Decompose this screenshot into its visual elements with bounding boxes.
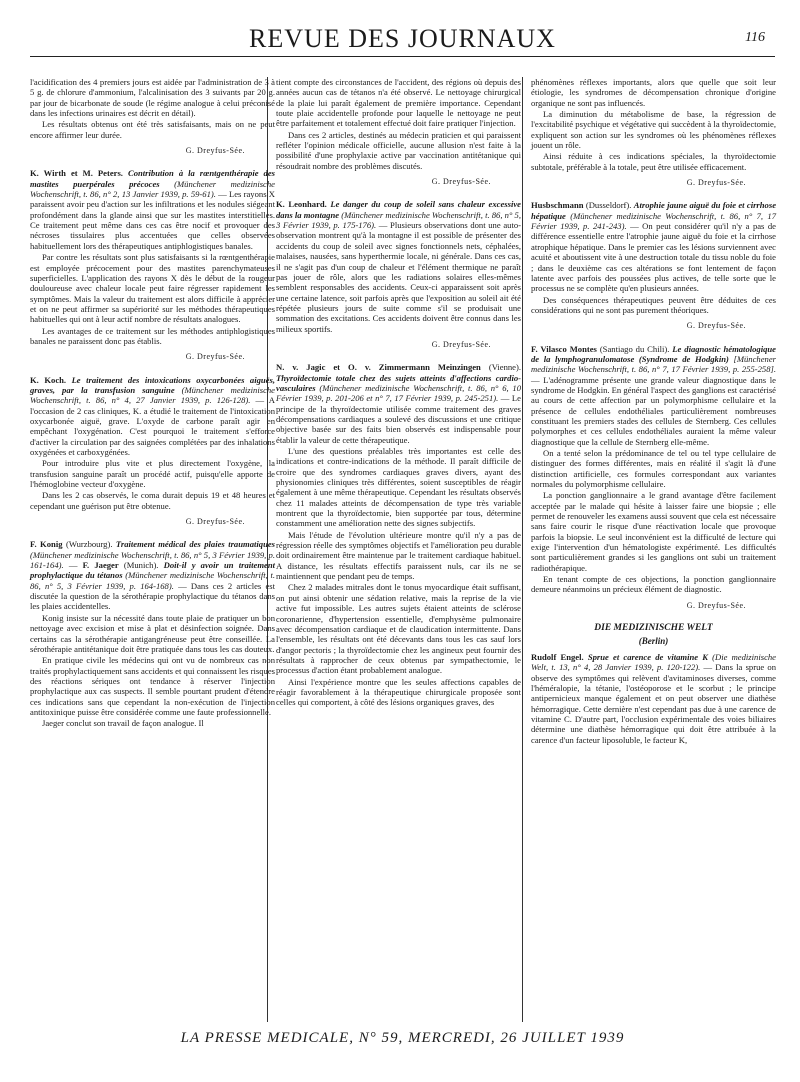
paragraph: Dans les 2 cas observés, le coma durait depuis 19 et 48 heures et cependant une guérison put être obtenue. xyxy=(30,490,275,511)
signature: G. Dreyfus-Sée. xyxy=(185,352,245,362)
article-title: Le diagnostic hématologique de la lymphogranulomatose (Syndrome de Hodgkin) xyxy=(531,343,776,364)
article-location: (Wurzbourg). xyxy=(62,539,116,550)
paragraph: En tenant compte de ces objections, la ponction ganglionnaire demeure néanmoins un précieux élément de diagnostic. xyxy=(531,574,776,595)
article-husbschmann xyxy=(531,200,776,293)
article-source: (Münchener medizinische Wochenschrift, t. 86, n° 5, 3 Février 1939, p. 161-164). xyxy=(30,549,275,571)
signature: G. Dreyfus-Sée. xyxy=(185,517,245,527)
column-3 xyxy=(531,77,776,746)
article-rudolf-engel xyxy=(531,652,776,745)
article-text: — On peut considérer qu'il n'y a pas de différence essentielle entre l'atrophie jaune aiguë du foie et la cirrhose atrophique hépatique. Dans le premier cas les lésions surviennent avec acuité et aboutissent vite à une destruction totale du tissu noble du foie ; dans le deuxième cas ces altérations se font lentement de façon latente avec parfois des poussées plus actives, de telle sorte que le processus ne se complète qu'en plusieurs années. xyxy=(531,221,776,294)
article-authors: K. Leonhard. xyxy=(276,199,327,210)
signature: G. Dreyfus-Sée. xyxy=(686,321,746,331)
paragraph: Les résultats obtenus ont été très satisfaisants, mais on ne peut encore affirmer leur durée. xyxy=(30,119,275,140)
article-authors: F. Konig xyxy=(30,539,63,550)
signature: G. Dreyfus-Sée. xyxy=(686,178,746,188)
paragraph: Pour introduire plus vite et plus directement l'oxygène, la transfusion sanguine paraît un procédé actif, puisqu'elle apporte de l'hémoglobine vecteur d'oxygène. xyxy=(30,458,275,490)
article-text: — Plusieurs observations dont une auto-observation montrent qu'à la montagne il est possible de présenter des accidents du coup de soleil avec signes fonctionnels nets, céphalées, malaises, nausées, sans hyperthermie locale, ni générale. Dans ces cas, il ne s'agit pas d'un coup de chaleur et l'élément thermique ne paraît pas jouer de rôle, alors que les radiations solaires elles-mêmes semblent responsables des accidents. Ceux-ci apparaissent soit après une certaine latence, soit parfois après que l'exposition au soleil ait été répétée plusieurs jours de suite comme s'il se produisait une sommation des excitations. Ces accidents doivent être connus dans les milieux sportifs. xyxy=(276,220,521,334)
separator: — xyxy=(63,560,83,571)
article-konig-jaeger xyxy=(30,539,275,611)
article-title: Sprue et carence de vitamine K xyxy=(587,651,708,662)
article-source: (Münchener medizinische Wochenschrift, t. 86, n° 5, 3 Février 1939, p. 175-176). xyxy=(276,209,521,231)
signature: G. Dreyfus-Sée. xyxy=(431,339,491,349)
article-title: Contribution à la rœntgenthérapie des mastites puerpérales précoces xyxy=(30,168,275,189)
article-title: Doit-il y avoir un traitement prophylactique du tétanos xyxy=(30,560,275,581)
paragraph: Dans ces 2 articles, destinés au médecin praticien et qui paraissent refléter l'opinion médicale officielle, aucune allusion n'est faite à la possibilité d'une prophylaxie active par vaccination antitétanique qui résoudrait nombre des problèmes discutés. xyxy=(276,129,521,171)
journal-title: REVUE DES JOURNAUX xyxy=(249,24,556,53)
article-title: Traitement médical des plaies traumatiques xyxy=(115,539,276,550)
article-location: (Dusseldorf). xyxy=(583,200,634,211)
paragraph: tient compte des circonstances de l'accident, des régions où depuis des années aucun cas de tétanos n'a été observé. Le nettoyage chirurgical de la plaie lui paraît également de première importance. Cependant toute plaie accidentelle profonde pour laquelle le nettoyage ne peut être parfaitement et totalement effectué doit faire pratiquer l'injection. xyxy=(276,77,521,129)
article-authors: K. Wirth et M. Peters. xyxy=(30,168,123,179)
article-k-leonhard xyxy=(276,199,521,333)
article-source: (Die medizinische Welt, t. 13, n° 4, 28 Janvier 1939, p. 120-122). xyxy=(531,651,776,673)
article-source: (Münchener medizinische Wochenschrift, t. 86, n° 4, 27 Janvier 1939, p. 126-128). xyxy=(30,384,275,406)
article-text: — A l'occasion de 2 cas cliniques, K. a étudié le traitement de l'intoxication oxycarbonée aiguë, grave. L'oxyde de carbone paraît agir en empêchant l'oxygénation. C'est pourquoi le traitement s'efforce d'activer la circulation par des saignées complétées par des inhalations oxygénées et carboxygénées. xyxy=(30,395,276,457)
article-authors: Husbschmann xyxy=(531,200,584,211)
paragraph: Ainsi réduite à ces indications spéciales, la thyroïdectomie subtotale, préférable à la totale, peut être utilisée efficacement. xyxy=(531,151,776,172)
article-authors: Rudolf Engel. xyxy=(531,651,584,662)
article-text: — Dans ces 2 articles est discutée la question de la sérothérapie prophylactique du tétanos dans les plaies accidentelles. xyxy=(30,580,275,612)
column-1 xyxy=(30,77,275,730)
section-title: DIE MEDIZINISCHE WELT xyxy=(594,623,713,634)
paragraph: La diminution du métabolisme de base, la régression de l'excitabilité psychique et végétative qui succèdent à la thyroïdectomie, expliquent son action sur les syndromes où les phénomènes réflexes jouent un rôle. xyxy=(531,109,776,151)
paragraph: l'acidification des 4 premiers jours est aidée par l'administration de 3 à 5 g. de chlorure d'ammonium, l'alcalinisation des 3 suivants par 20 g. par jour de bicarbonate de soude (le régime analogue à celui préconisé dans les infections urinaires est décrit en détail). xyxy=(30,77,275,119)
article-authors: F. Vilasco Montes xyxy=(531,343,597,354)
article-k-wirth xyxy=(30,168,275,251)
paragraph: La ponction ganglionnaire a le grand avantage d'être facilement acceptée par le malade qui hésite à laisser faire une biopsie ; elle permet de renouveler les examens aussi souvent que cela est nécessaire sans faire courir le risque d'une réactivation locale que provoque parfois la biopsie. Le seul inconvénient est la difficulté de lecture qui exige l'intervention d'un hématologiste expérimenté. Les difficultés sont particulièrement grandes si les ganglions ont subi un traitement radiothérapique. xyxy=(531,490,776,573)
article-text: — L'adénogramme présente une grande valeur diagnostique dans le syndrome de Hodgkin. En général l'aspect des ganglions est caractérisé au cours de cette affection par un polymorphisme cellulaire et la présence de cellules endothéliales particulièrement nombreuses constituant les premiers stades des cellules de Sternberg. Ces cellules polymorphes et ces cellules endothéliales auraient la même valeur diagnostique que la cellule de Sternberg elle-même. xyxy=(531,374,776,447)
paragraph: phénomènes réflexes importants, alors que quelle que soit leur étiologie, les syndromes de décompensation chronique d'origine organique ne sont pas influencés. xyxy=(531,77,776,108)
article-source: (Münchener medizinische Wochenschrift, t. 86, n° 5, 3 Février 1939, p. 164-168). xyxy=(30,570,275,591)
signature: G. Dreyfus-Sée. xyxy=(686,600,746,610)
article-text: — Le principe de la thyroïdectomie utilisée comme traitement des graves décompensations cardiaques a soulevé des discussions et une critique objective basée sur des faits bien observés est indispensable pour établir la valeur de cette thérapeutique. xyxy=(276,393,521,445)
paragraph: Chez 2 malades mitrales dont le tonus myocardique était suffisant, on put ainsi obtenir une sédation relative, mais la reprise de la vie active fut impossible. Les autres sujets étaient atteints de sclérose coronarienne, d'hypertension essentielle, d'emphysème pulmonaire avec décompensation cardiaque et de claudication intermittente. Dans l'ensemble, les résultats ont été décevants dans tous les cas sauf lors d'angor pectoris ; la thyroïdectomie chez les angineux peut fournir des résultats à rapprocher de ceux obtenus par sympathectomie, le processus d'action étant probablement analogue. xyxy=(276,582,521,676)
paragraph: Des conséquences thérapeutiques peuvent être déduites de ces considérations qui ne sont pas purement théoriques. xyxy=(531,294,776,315)
article-location: (Santiago du Chili). xyxy=(596,343,673,354)
article-source: (Münchener medizinische Wochenschrift, t. 86, n° 6, 10 Février 1939, p. 201-206 et n° 7, 17 Février 1939, p. 245-251). xyxy=(276,382,521,404)
article-source: (Münchener medizinische Wochenschrift, t. 86, n° 2, 13 Janvier 1939, p. 59-61). xyxy=(30,178,275,200)
article-authors: K. Koch. xyxy=(30,374,67,385)
paragraph: Mais l'étude de l'évolution ultérieure montre qu'il n'y a pas de régression réelle des symptômes objectifs et l'amélioration peu durable doit ordinairement être maintenue par le traitement cardiaque habituel. A distance, les résultats effectifs paraissent nuls, car ils ne se maintiennent que pendant peu de temps. xyxy=(276,529,521,582)
section-subtitle: (Berlin) xyxy=(638,635,669,646)
column-2 xyxy=(276,77,521,709)
paragraph: En pratique civile les médecins qui ont vu de nombreux cas non traités prophylactiquement sans accidents et qui connaissent les risques des réactions sériques ont tendance à réserver l'injection prophylactique aux cas suspects. Il semble pourtant prudent d'étendre ces indications sans que cependant la non-exécution de l'injection antitoxinique puisse être considérée comme une faute professionnelle. xyxy=(30,655,275,717)
paragraph: On a tenté selon la prédominance de tel ou tel type cellulaire de distinguer des formes différentes, mais en réalité il s'agit là d'une distinction artificielle, ces formules correspondant aux variantes normales du polymorphisme cellulaire. xyxy=(531,448,776,490)
page-number: 116 xyxy=(745,30,765,45)
paragraph: Konig insiste sur la nécessité dans toute plaie de pratiquer un bon nettoyage avec excision et mise à plat et désinfection soignée. Dans certains cas la sérothérapie antigangréneuse peut être conseillée. La sérothérapie antitétanique doit être pratiquée dans tous les cas douteux. xyxy=(30,612,275,654)
paragraph: Jaeger conclut son travail de façon analogue. Il xyxy=(42,718,204,729)
article-vilasco-montes xyxy=(531,344,776,447)
article-title: Le danger du coup de soleil sans chaleur excessive dans la montagne xyxy=(276,199,521,220)
article-title: Le traitement des intoxications oxycarbonées aiguës, graves, par la transfusion sanguine xyxy=(30,374,275,395)
article-source: [Münchener medizinische Wochenschrift, t. 86, n° 7, 17 Février 1939, p. 255-258]. xyxy=(531,353,776,375)
page-footer: LA PRESSE MEDICALE, N° 59, MERCREDI, 26 JUILLET 1939 xyxy=(180,1030,625,1046)
article-text: — Les rayons X paraissent avoir peu d'action sur les infiltrations et les nodules siégeant profondément dans la glande ainsi que sur les mastites interstitielles. Ce traitement peut même dans ces cas être nocif et provoquer des nécroses tissulaires plus accentuées que celles observées habituellement lors des thérapeutiques antiphlogistiques banales. xyxy=(30,189,275,251)
article-jagic xyxy=(276,362,521,445)
article-location: (Vienne). xyxy=(480,362,521,373)
column-divider xyxy=(522,77,523,1022)
article-text: — Dans la sprue on observe des symptômes qui relèvent d'avitaminoses diverses, comme l'héméralopie, la tétanie, l'ostéoporose et le scorbut ; le principe antipernicieux manque également et on peut observer une diathèse hémorragique. Cette dernière n'est cependant pas due à une carence de vitamine C. D'autre part, l'occlusion expérimentale des voies biliaires détermine une diathèse hémorragique qui doit être attribuée à la carence d'un facteur liposoluble, le facteur K, xyxy=(531,662,776,745)
paragraph: Par contre les résultats sont plus satisfaisants si la rœntgenthérapie est employée précocement pour des mastites parenchymateuses superficielles. L'application des rayons X dès le début de la rougeur douloureuse avec chaleur locale peut faire régresser rapidement les symptômes. Mais la valeur du traitement est alors difficile à apprécier et on ne peut affirmer sa supériorité sur les méthodes thérapeutiques habituelles qui ont à leur actif nombre de résultats analogues. xyxy=(30,252,275,325)
article-source: (Münchener medizinische Wochenschrift, t. 86, n° 7, 17 Février 1939, p. 241-243). xyxy=(531,210,776,232)
article-location: (Munich). xyxy=(118,560,164,571)
paragraph: Ainsi l'expérience montre que les seules affections capables de réagir favorablement à la thérapeutique chirurgicale proposée sont celles qui comportent, à côté des lésions organiques graves, des xyxy=(276,676,521,708)
article-k-koch xyxy=(30,375,275,458)
signature: G. Dreyfus-Sée. xyxy=(431,177,491,187)
paragraph: Les avantages de ce traitement sur les méthodes antiphlogistiques banales ne paraissent donc pas établis. xyxy=(30,325,275,346)
page-header xyxy=(30,22,775,57)
signature: G. Dreyfus-Sée. xyxy=(185,146,245,156)
paragraph: L'une des questions préalables très importantes est celle des indications et contre-indications de la méthode. Il paraît difficile de croire que des syndromes cardiaques graves divers, ayant des physionomies cliniques très différentes, soient susceptibles de réagir également à une même thérapeutique. Cependant les résultats observés chez 11 malades atteints de décompensation de type très variable montrent que la thyroïdectomie, bien supportée par tous, détermine constamment une amélioration nette des signes subjectifs. xyxy=(276,446,521,529)
article-title: Thyroïdectomie totale chez des sujets atteints d'affections cardio-vasculaires xyxy=(276,372,521,393)
article-authors: F. Jaeger xyxy=(82,560,119,571)
article-title: Atrophie jaune aiguë du foie et cirrhose hépatique xyxy=(531,200,777,221)
article-authors: N. v. Jagic et O. v. Zimmermann Meinzingen xyxy=(276,362,481,373)
